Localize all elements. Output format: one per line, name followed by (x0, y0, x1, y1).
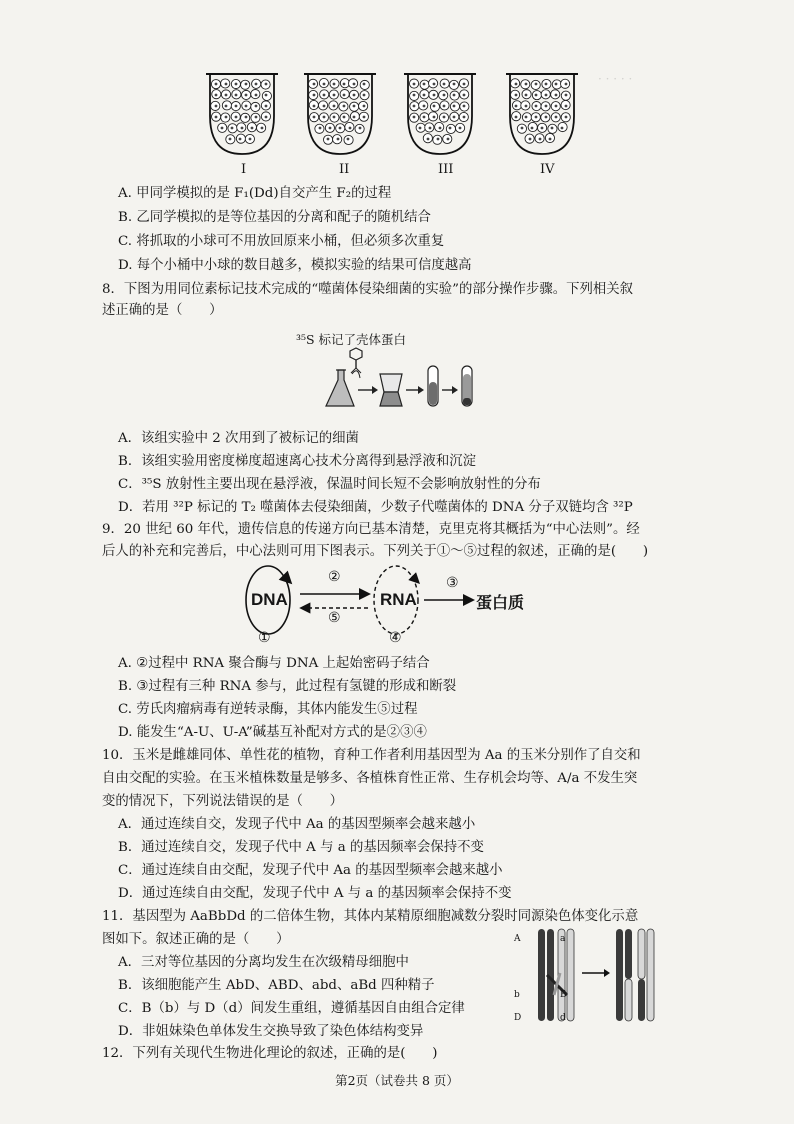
page-footer: 第2页（试卷共 8 页） (335, 1073, 459, 1088)
chromosome-label-a: a (560, 934, 566, 944)
bucket-icon (206, 74, 278, 154)
q9-stem-cont: 后人的补充和完善后，中心法则可用下图表示。下列关于①～⑤过程的叙述，正确的是( ) (102, 544, 649, 559)
q12-stem: 12．下列有关现代生物进化理论的叙述，正确的是( ) (102, 1046, 438, 1061)
chromosome-label-b: b (514, 990, 520, 1000)
q9-option-a: A. ②过程中 RNA 聚合酶与 DNA 上起始密码子结合 (118, 656, 430, 671)
q10-option-c: C．通过连续自由交配，发现子代中 Aa 的基因型频率会越来越小 (118, 863, 503, 878)
q11-option-a: A．三对等位基因的分离均发生在次级精母细胞中 (118, 955, 409, 970)
q10-stem-cont: 自由交配的实验。在玉米植株数量是够多、各植株育性正常、生存机会均等、A/a 不发生突 (102, 771, 638, 786)
q10-option-b: B．通过连续自交，发现子代中 A 与 a 的基因频率会保持不变 (118, 840, 484, 855)
bucket-figure (190, 64, 610, 164)
q9-stem: 9．20 世纪 60 年代，遗传信息的传递方向已基本清楚，克里克将其概括为“中心法则”。经 (102, 522, 640, 537)
diagram-process-1: ① (258, 630, 271, 646)
chromosome-figure (524, 925, 674, 1035)
q9-option-d: D. 能发生“A-U、U-A”碱基互补配对方式的是②③④ (118, 725, 427, 740)
chromosome-label-D: D (514, 1013, 522, 1023)
diagram-rna-label: RNA (380, 590, 417, 609)
flask-icon (326, 370, 354, 406)
q10-stem: 10．玉米是雌雄同体、单性花的植物，育种工作者利用基因型为 Aa 的玉米分别作了自交和 (102, 748, 641, 763)
bleed-through-text: · · · · · (598, 72, 633, 86)
bucket-icon (506, 74, 578, 154)
q11-option-c: C．B（b）与 D（d）间发生重组，遵循基因自由组合定律 (118, 1001, 465, 1016)
diagram-dna-label: DNA (251, 590, 288, 609)
phage-experiment-figure (318, 344, 478, 414)
q11-option-d: D．非姐妹染色单体发生交换导致了染色体结构变异 (118, 1024, 424, 1039)
phage-icon (350, 348, 362, 373)
q7-option-c: C. 将抓取的小球可不用放回原来小桶，但必须多次重复 (118, 234, 445, 249)
q11-stem: 11．基因型为 AaBbDd 的二倍体生物，其体内某精原细胞减数分裂时同源染色体变化示意 (102, 909, 639, 924)
bucket-label-1: I (241, 162, 247, 177)
q9-option-b: B. ③过程有三种 RNA 参与，此过程有氢键的形成和断裂 (118, 679, 457, 694)
q11-option-b: B．该细胞能产生 AbD、ABD、abd、aBd 四种精子 (118, 978, 435, 993)
q8-option-d: D．若用 ³²P 标记的 T₂ 噬菌体去侵染细菌，少数子代噬菌体的 DNA 分子双链均含 ³²P (118, 500, 633, 515)
q8-option-a: A．该组实验中 2 次用到了被标记的细菌 (118, 431, 359, 446)
q10-option-a: A．通过连续自交，发现子代中 Aa 的基因型频率会越来越小 (118, 817, 476, 832)
q10-stem-cont2: 变的情况下，下列说法错误的是（ ） (102, 794, 344, 809)
chromosome-label-d: d (560, 1013, 566, 1023)
q8-option-c: C．³⁵S 放射性主要出现在悬浮液，保温时间长短不会影响放射性的分布 (118, 477, 541, 492)
q8-stem-cont: 述正确的是（ ） (102, 303, 223, 318)
bucket-label-2: II (339, 162, 350, 177)
centrifuge-tube-icon (428, 366, 438, 406)
chromosome-label-A: A (514, 934, 521, 944)
q11-stem-cont: 图如下。叙述正确的是（ ） (102, 932, 290, 947)
q7-option-d: D. 每个小桶中小球的数目越多，模拟实验的结果可信度越高 (118, 258, 472, 273)
q8-stem: 8．下图为用同位素标记技术完成的“噬菌体侵染细菌的实验”的部分操作步骤。下列相关叙 (102, 282, 634, 297)
q7-option-a: A. 甲同学模拟的是 F₁(Dd)自交产生 F₂的过程 (118, 186, 392, 201)
q10-option-d: D．通过连续自由交配，发现子代中 A 与 a 的基因频率会保持不变 (118, 886, 512, 901)
q8-figure-caption: ³⁵S 标记了壳体蛋白 (296, 332, 407, 347)
diagram-process-4: ④ (389, 630, 402, 646)
bucket-icon (304, 74, 376, 154)
q9-option-c: C. 劳氏肉瘤病毒有逆转录酶，其体内能发生⑤过程 (118, 702, 418, 717)
blender-icon (380, 374, 402, 406)
q8-option-b: B．该组实验用密度梯度超速离心技术分离得到悬浮液和沉淀 (118, 454, 476, 469)
bucket-label-4: IV (540, 162, 555, 177)
bucket-icon (404, 74, 476, 154)
centrifuge-tube-icon (462, 366, 472, 406)
q7-option-b: B. 乙同学模拟的是等位基因的分离和配子的随机结合 (118, 210, 431, 225)
diagram-process-3: ③ (446, 575, 459, 591)
diagram-process-2: ② (328, 569, 341, 585)
diagram-protein-label: 蛋白质 (476, 593, 525, 612)
diagram-process-5: ⑤ (328, 610, 341, 626)
chromosome-label-B: B (560, 990, 567, 1000)
bucket-label-3: III (438, 162, 454, 177)
